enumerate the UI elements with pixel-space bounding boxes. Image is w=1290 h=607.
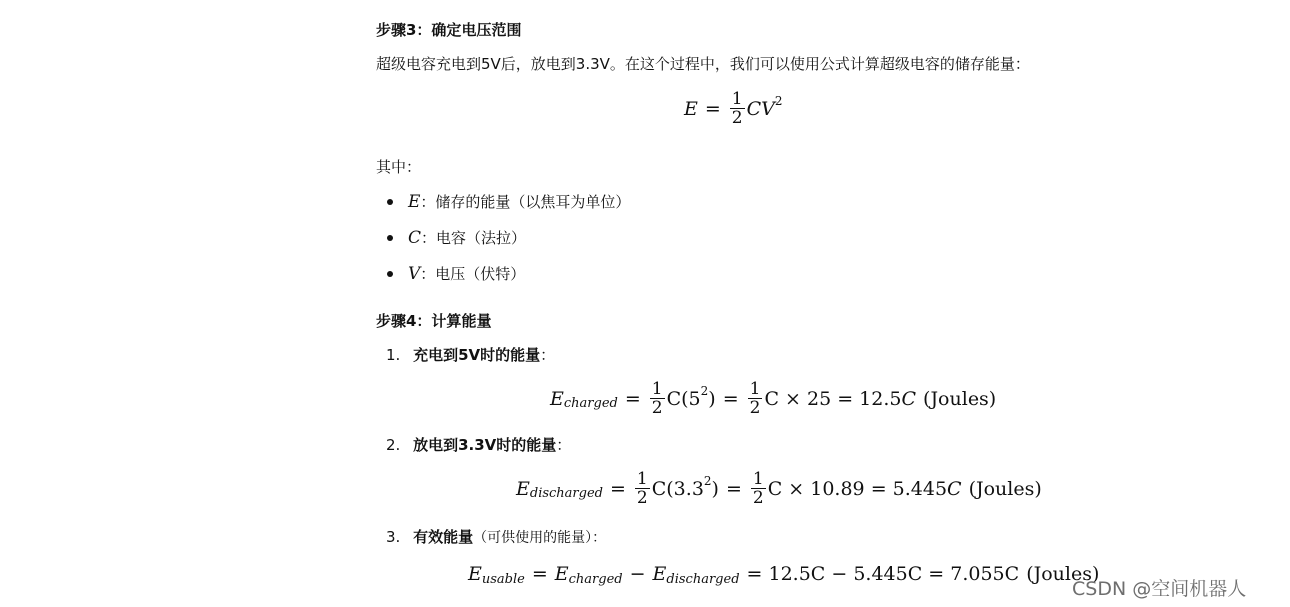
step3-heading: 步骤3：确定电压范围 bbox=[376, 21, 522, 39]
equals-sign: = bbox=[609, 477, 626, 500]
fraction-denominator: 2 bbox=[731, 108, 743, 128]
formula-part: C(5 bbox=[666, 387, 701, 410]
item-suffix: ： bbox=[540, 346, 556, 364]
where-label: 其中： bbox=[376, 158, 422, 176]
bullet-dot bbox=[387, 199, 393, 205]
charged-energy-formula bbox=[550, 380, 996, 417]
formula-lhs: E bbox=[684, 97, 698, 120]
equals-sign: = bbox=[624, 387, 641, 410]
ordered-item-3 bbox=[386, 526, 606, 547]
bullet-dot bbox=[387, 235, 393, 241]
fraction-denominator: 2 bbox=[752, 488, 764, 508]
energy-formula bbox=[684, 90, 783, 127]
formula-lhs: E bbox=[468, 563, 482, 585]
formula-subscript: discharged bbox=[529, 486, 603, 501]
item-number: 2. bbox=[386, 436, 401, 454]
formula-exponent: 2 bbox=[700, 383, 709, 398]
item-suffix: ： bbox=[556, 436, 572, 454]
formula-var: C bbox=[901, 387, 917, 410]
var-symbol: E bbox=[408, 192, 421, 212]
formula-term: E bbox=[554, 563, 569, 585]
equals-sign: = bbox=[531, 563, 548, 585]
formula-rest: = 12.5C − 5.445C = 7.055C bbox=[746, 563, 1020, 585]
var-symbol: V bbox=[408, 264, 421, 284]
formula-fraction bbox=[751, 470, 766, 507]
step3-intro: 超级电容充电到5V后，放电到3.3V。在这个过程中，我们可以使用公式计算超级电容的储存能量： bbox=[376, 55, 1030, 73]
fraction-numerator: 1 bbox=[636, 469, 648, 489]
item-title: 有效能量 bbox=[413, 528, 474, 546]
list-item bbox=[408, 263, 525, 284]
ordered-item-1 bbox=[386, 344, 555, 365]
formula-unit: (Joules) bbox=[923, 387, 997, 410]
fraction-numerator: 1 bbox=[651, 379, 663, 399]
var-desc: ：电容（法拉） bbox=[421, 229, 527, 247]
formula-subscript: usable bbox=[481, 571, 525, 587]
formula-part: C × 25 = 12.5 bbox=[764, 387, 902, 410]
fraction-numerator: 1 bbox=[731, 89, 743, 109]
fraction-denominator: 2 bbox=[749, 398, 761, 418]
item-number: 1. bbox=[386, 346, 401, 364]
fraction-denominator: 2 bbox=[651, 398, 663, 418]
equals-sign: = bbox=[722, 387, 739, 410]
formula-term: E bbox=[652, 563, 667, 585]
equals-sign: = bbox=[725, 477, 742, 500]
minus-sign: − bbox=[629, 563, 646, 585]
formula-subscript: discharged bbox=[666, 571, 740, 587]
list-item bbox=[408, 191, 630, 212]
formula-fraction bbox=[635, 470, 650, 507]
fraction-numerator: 1 bbox=[752, 469, 764, 489]
formula-lhs: E bbox=[550, 387, 564, 410]
formula-unit: (Joules) bbox=[1026, 563, 1100, 585]
item-suffix: （可供使用的能量）： bbox=[473, 530, 607, 546]
fraction-denominator: 2 bbox=[636, 488, 648, 508]
formula-rhs: CV bbox=[746, 97, 775, 120]
step4-heading: 步骤4：计算能量 bbox=[376, 312, 492, 330]
bullet-dot bbox=[387, 271, 393, 277]
formula-paren: ) bbox=[708, 387, 716, 410]
list-item bbox=[408, 227, 526, 248]
formula-var: C bbox=[947, 477, 962, 500]
formula-part: C(3.3 bbox=[651, 477, 704, 500]
watermark: CSDN @空间机器人 bbox=[1072, 578, 1247, 600]
formula-fraction bbox=[730, 90, 745, 127]
formula-fraction bbox=[650, 380, 665, 417]
formula-unit: (Joules) bbox=[968, 477, 1042, 500]
formula-subscript: charged bbox=[568, 571, 623, 587]
formula-part: C × 10.89 = 5.445 bbox=[767, 477, 948, 500]
formula-fraction bbox=[748, 380, 763, 417]
discharged-energy-formula bbox=[516, 470, 1042, 507]
item-title: 充电到5V时的能量 bbox=[413, 346, 541, 364]
item-number: 3. bbox=[386, 528, 401, 546]
formula-eq: = bbox=[704, 97, 721, 120]
fraction-numerator: 1 bbox=[749, 379, 761, 399]
var-symbol: C bbox=[408, 228, 422, 248]
var-desc: ：储存的能量（以焦耳为单位） bbox=[420, 193, 631, 211]
formula-lhs: E bbox=[516, 477, 530, 500]
usable-energy-formula bbox=[468, 563, 1099, 585]
item-title: 放电到3.3V时的能量 bbox=[413, 436, 557, 454]
formula-exponent: 2 bbox=[703, 473, 712, 488]
formula-exponent: 2 bbox=[774, 93, 783, 108]
var-desc: ：电压（伏特） bbox=[420, 265, 526, 283]
formula-paren: ) bbox=[711, 477, 719, 500]
formula-subscript: charged bbox=[563, 396, 618, 411]
ordered-item-2 bbox=[386, 434, 571, 455]
